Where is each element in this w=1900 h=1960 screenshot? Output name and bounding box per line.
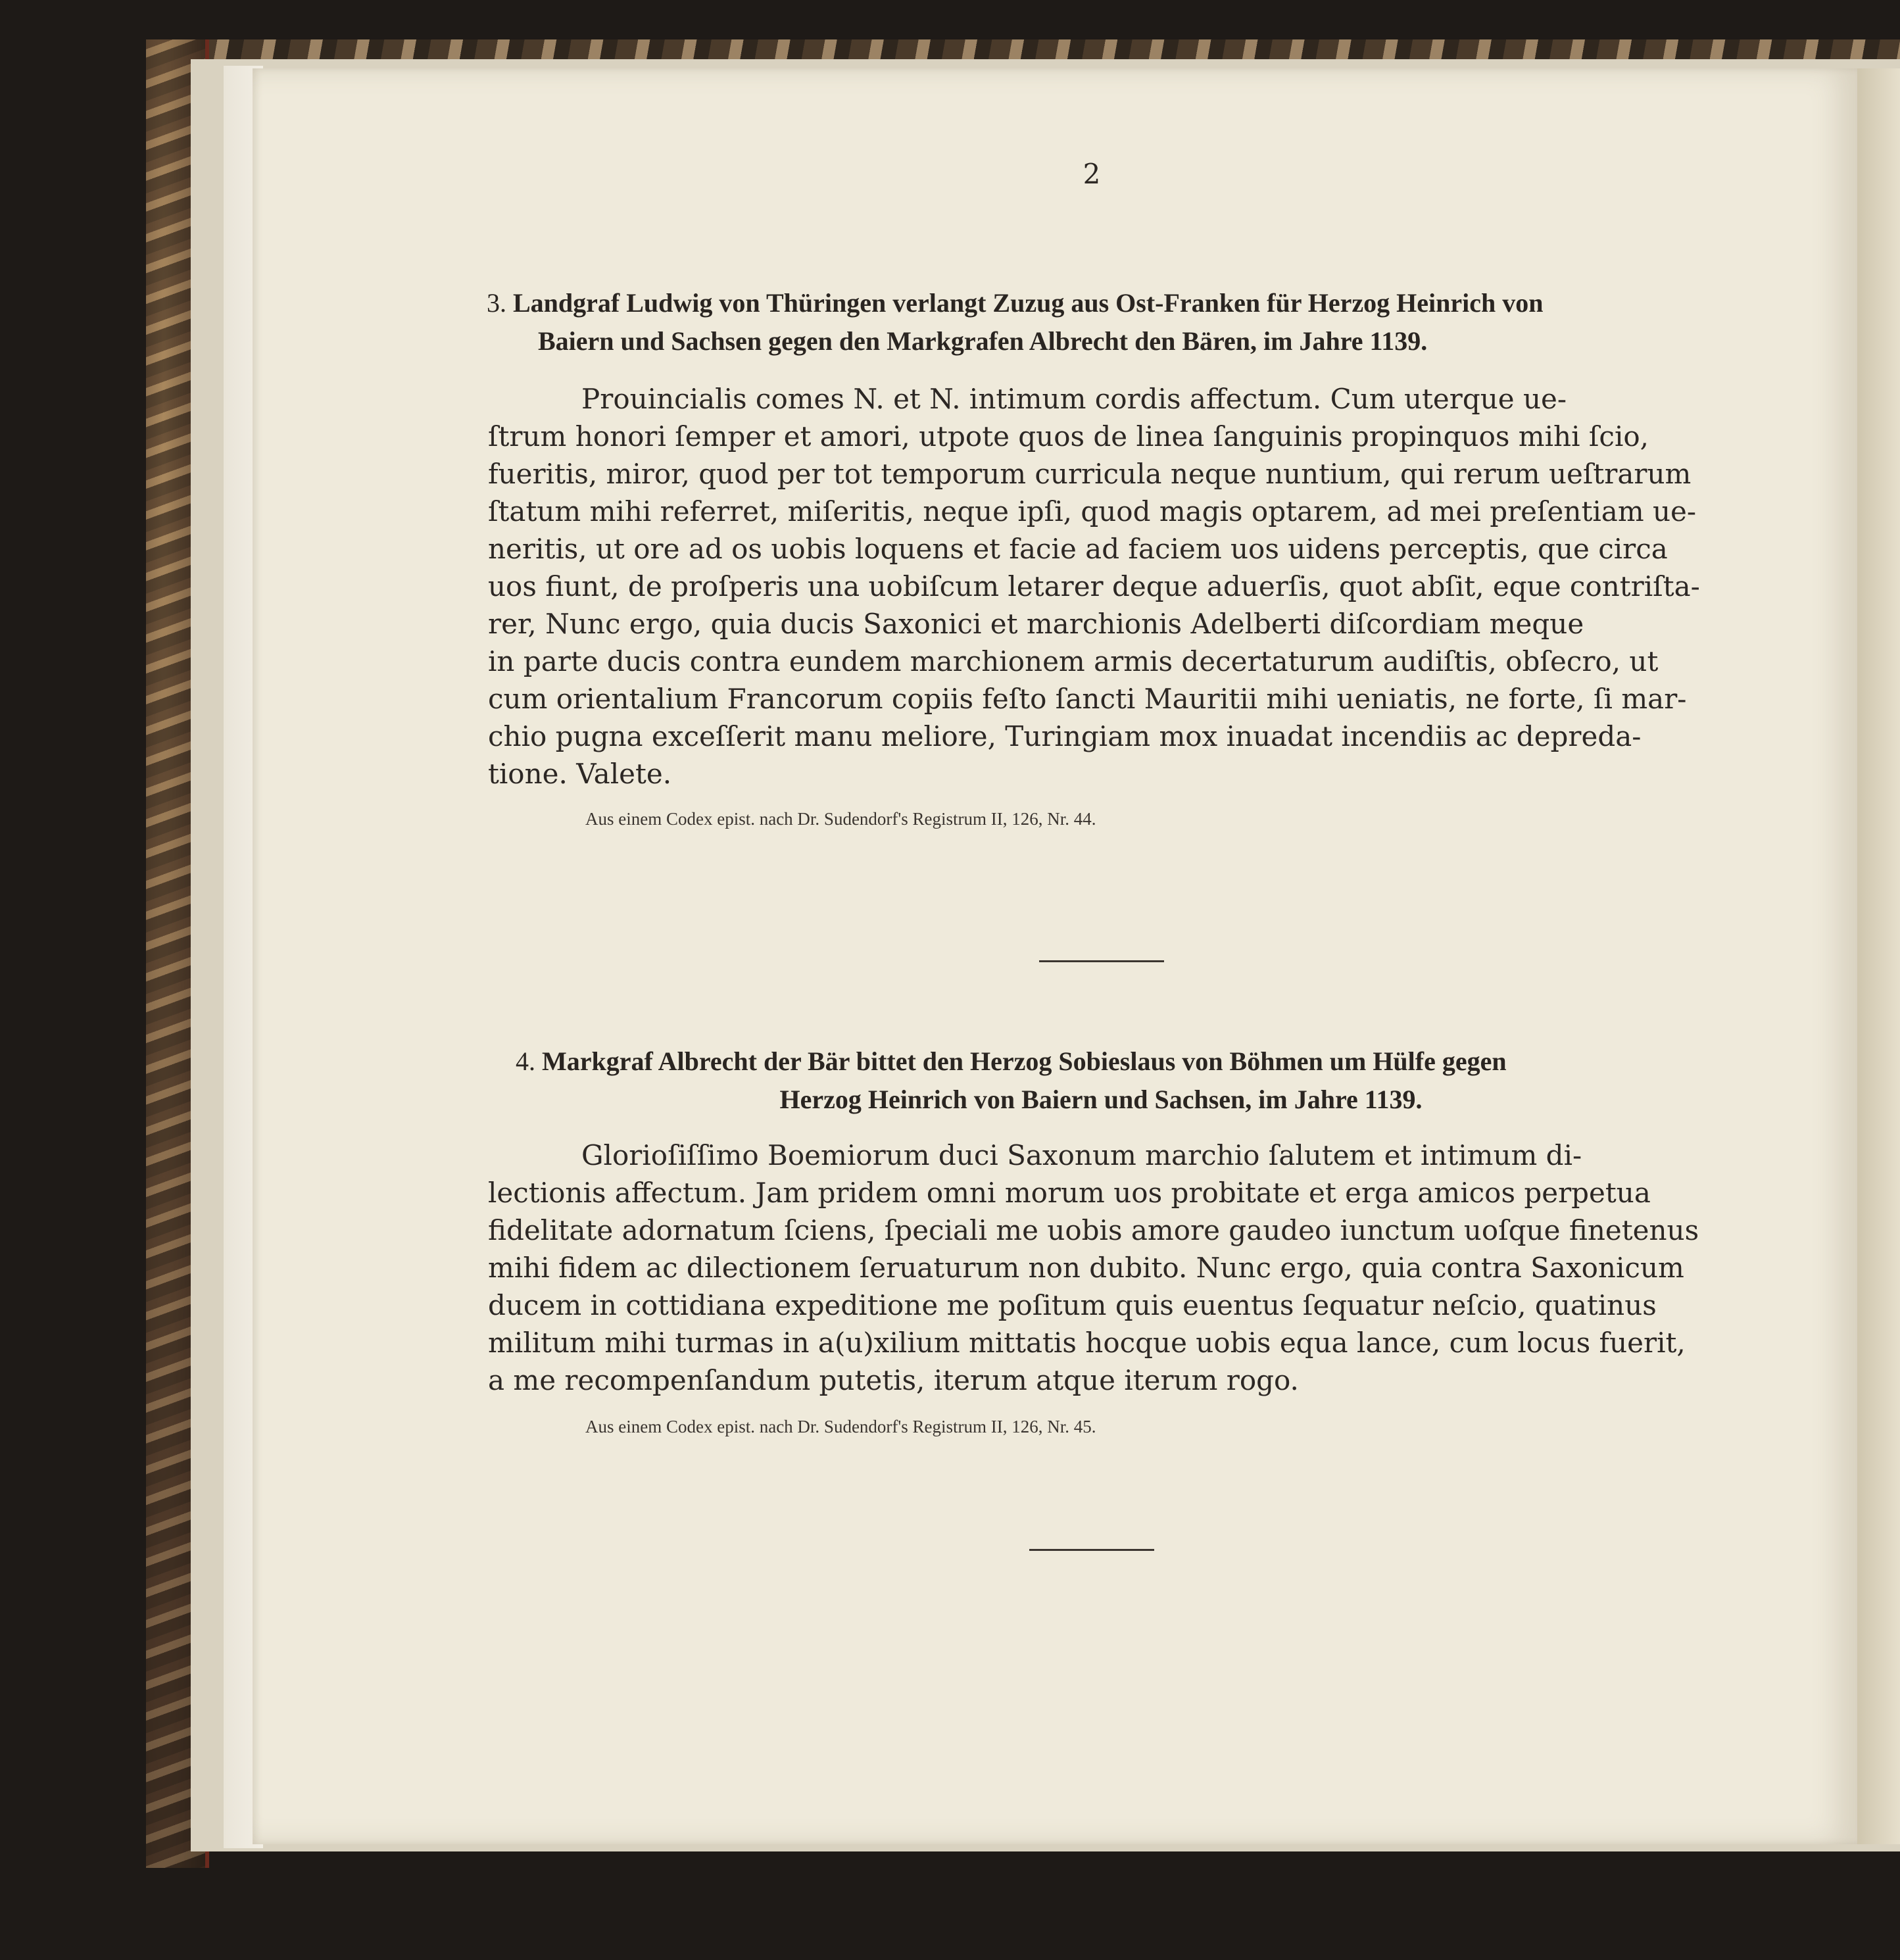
letter-4-number: 4.	[516, 1046, 535, 1076]
body-line: neritis, ut ore ad os uobis loquens et facie ad faciem uos uidens perceptis, que circa	[488, 533, 1668, 565]
body-line: ducem in cottidiana expeditione me poſitum quis euentus ſequatur neſcio, quatinus	[488, 1289, 1657, 1321]
body-line: lectionis affectum. Jam pridem omni morum uos probitate et erga amicos perpetua	[488, 1177, 1651, 1209]
letter-3-heading	[487, 284, 1717, 360]
letter-3-heading-line-2: Baiern und Sachsen gegen den Markgrafen Albrecht den Bären, im Jahre 1139.	[538, 326, 1428, 356]
letter-4-body	[488, 1137, 1705, 1399]
letter-4-heading-line-1: Markgraf Albrecht der Bär bittet den Herzog Sobieslaus von Böhmen um Hülfe gegen	[542, 1046, 1507, 1076]
letter-4-source-note: Aus einem Codex epist. nach Dr. Sudendorf's Registrum II, 126, Nr. 45.	[585, 1417, 1096, 1436]
letter-3-heading-line-1: Landgraf Ludwig von Thüringen verlangt Zuzug aus Ost-Franken für Herzog Heinrich von	[513, 288, 1544, 318]
page-number: 2	[1083, 158, 1101, 190]
body-line: ſtrum honori ſemper et amori, utpote quos de linea ſanguinis propinquos mihi ſcio,	[488, 420, 1649, 453]
body-line: chio pugna exceſſerit manu meliore, Turingiam mox inuadat incendiis ac depreda-	[488, 720, 1642, 752]
body-line: uos fiunt, de proſperis una uobiſcum letarer deque aduerſis, quot abſit, eque contriſta-	[488, 570, 1700, 602]
body-line: Glorioſiſſimo Boemiorum duci Saxonum marchio ſalutem et intimum di-	[581, 1139, 1582, 1171]
section-divider	[1029, 1549, 1154, 1551]
body-line: ſtatum mihi referret, miſeritis, neque ipſi, quod magis optarem, ad mei preſentiam ue-	[488, 495, 1697, 527]
letter-4-heading-line-2: Herzog Heinrich von Baiern und Sachsen, im Jahre 1139.	[779, 1085, 1423, 1114]
section-divider	[1039, 960, 1164, 962]
body-line: mihi fidem ac dilectionem ſeruaturum non dubito. Nunc ergo, quia contra Saxonicum	[488, 1252, 1684, 1284]
letter-3-number: 3.	[487, 288, 506, 318]
body-line: Prouincialis comes N. et N. intimum cordis affectum. Cum uterque ue-	[581, 383, 1567, 415]
body-line: cum orientalium Francorum copiis feſto ſancti Mauritii mihi ueniatis, ne forte, ſi mar-	[488, 683, 1687, 715]
body-line: in parte ducis contra eundem marchionem armis decertaturum audiſtis, obſecro, ut	[488, 645, 1659, 677]
body-line: a me recompenſandum putetis, iterum atque iterum rogo.	[488, 1364, 1299, 1396]
body-line: fidelitate adornatum ſciens, ſpeciali me uobis amore gaudeo iunctum uoſque finetenus	[488, 1214, 1699, 1246]
body-line: militum mihi turmas in a(u)xilium mittatis hocque uobis equa lance, cum locus fuerit,	[488, 1327, 1686, 1359]
letter-3-source-note: Aus einem Codex epist. nach Dr. Sudendorf's Registrum II, 126, Nr. 44.	[585, 809, 1096, 829]
letter-4-heading	[516, 1042, 1686, 1119]
body-line: rer, Nunc ergo, quia ducis Saxonici et marchionis Adelberti diſcordiam meque	[488, 608, 1584, 640]
facing-page-edge	[1857, 68, 1900, 1844]
body-line: fueritis, miror, quod per tot temporum curricula neque nuntium, qui rerum ueſtrarum	[488, 458, 1692, 490]
body-line: tione. Valete.	[488, 758, 672, 790]
letter-3-body	[488, 380, 1705, 793]
